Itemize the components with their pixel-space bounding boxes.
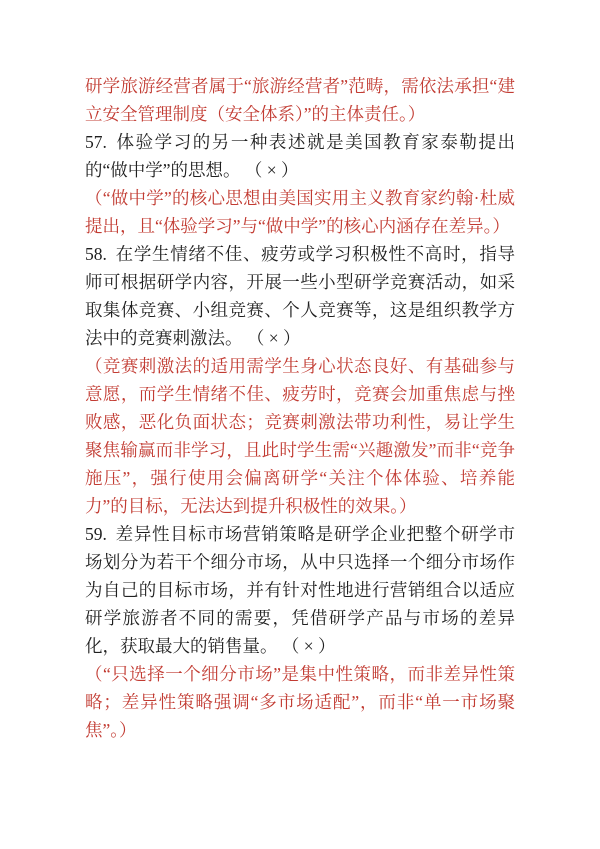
question-58-number: 58.: [85, 244, 107, 264]
question-58-text: 在学生情绪不佳、疲劳或学习积极性不高时，指导师可根据研学内容，开展一些小型研学竞赛活动，如采取集体竞赛、小组竞赛、个人竞赛等，这是组织教学方法中的竞赛刺激法。 （ × ）: [85, 244, 515, 348]
answer-text: 研学旅游经营者属于“旅游经营者”范畴，需依法承担“建立安全管理制度（安全体系）”的主体责任。）: [85, 76, 515, 124]
question-59-text: 差异性目标市场营销策略是研学企业把整个研学市场划分为若干个细分市场，从中只选择一个细分市场作为自己的目标市场，并有针对性地进行营销组合以适应研学旅游者不同的需要，凭借研学产品与市场的差异化，获取最大的销售量。 （ × ）: [85, 524, 515, 656]
question-57: [85, 128, 515, 184]
question-57-number: 57.: [85, 132, 107, 152]
question-59: [85, 520, 515, 660]
answer-59: [85, 660, 515, 744]
question-58: [85, 240, 515, 352]
question-57-text: 体验学习的另一种表述就是美国教育家泰勒提出的“做中学”的思想。 （ × ）: [85, 132, 515, 180]
answer-58: [85, 352, 515, 520]
question-59-number: 59.: [85, 524, 107, 544]
answer-57: [85, 184, 515, 240]
answer-56-continuation: [85, 72, 515, 128]
answer-59-text: （“只选择一个细分市场”是集中性策略，而非差异性策略；差异性策略强调“多市场适配”，而非“单一市场聚焦”。）: [85, 664, 515, 740]
answer-58-text: （竞赛刺激法的适用需学生身心状态良好、有基础参与意愿，而学生情绪不佳、疲劳时，竞赛会加重焦虑与挫败感，恶化负面状态；竞赛刺激法带功利性，易让学生聚焦输赢而非学习，且此时学生需“兴趣激发”而非“竞争施压”，强行使用会偏离研学“关注个体体验、培养能力”的目标，无法达到提升积极性的效果。）: [85, 356, 515, 516]
answer-57-text: （“做中学”的核心思想由美国实用主义教育家约翰·杜威提出，且“体验学习”与“做中学”的核心内涵存在差异。）: [85, 188, 515, 236]
